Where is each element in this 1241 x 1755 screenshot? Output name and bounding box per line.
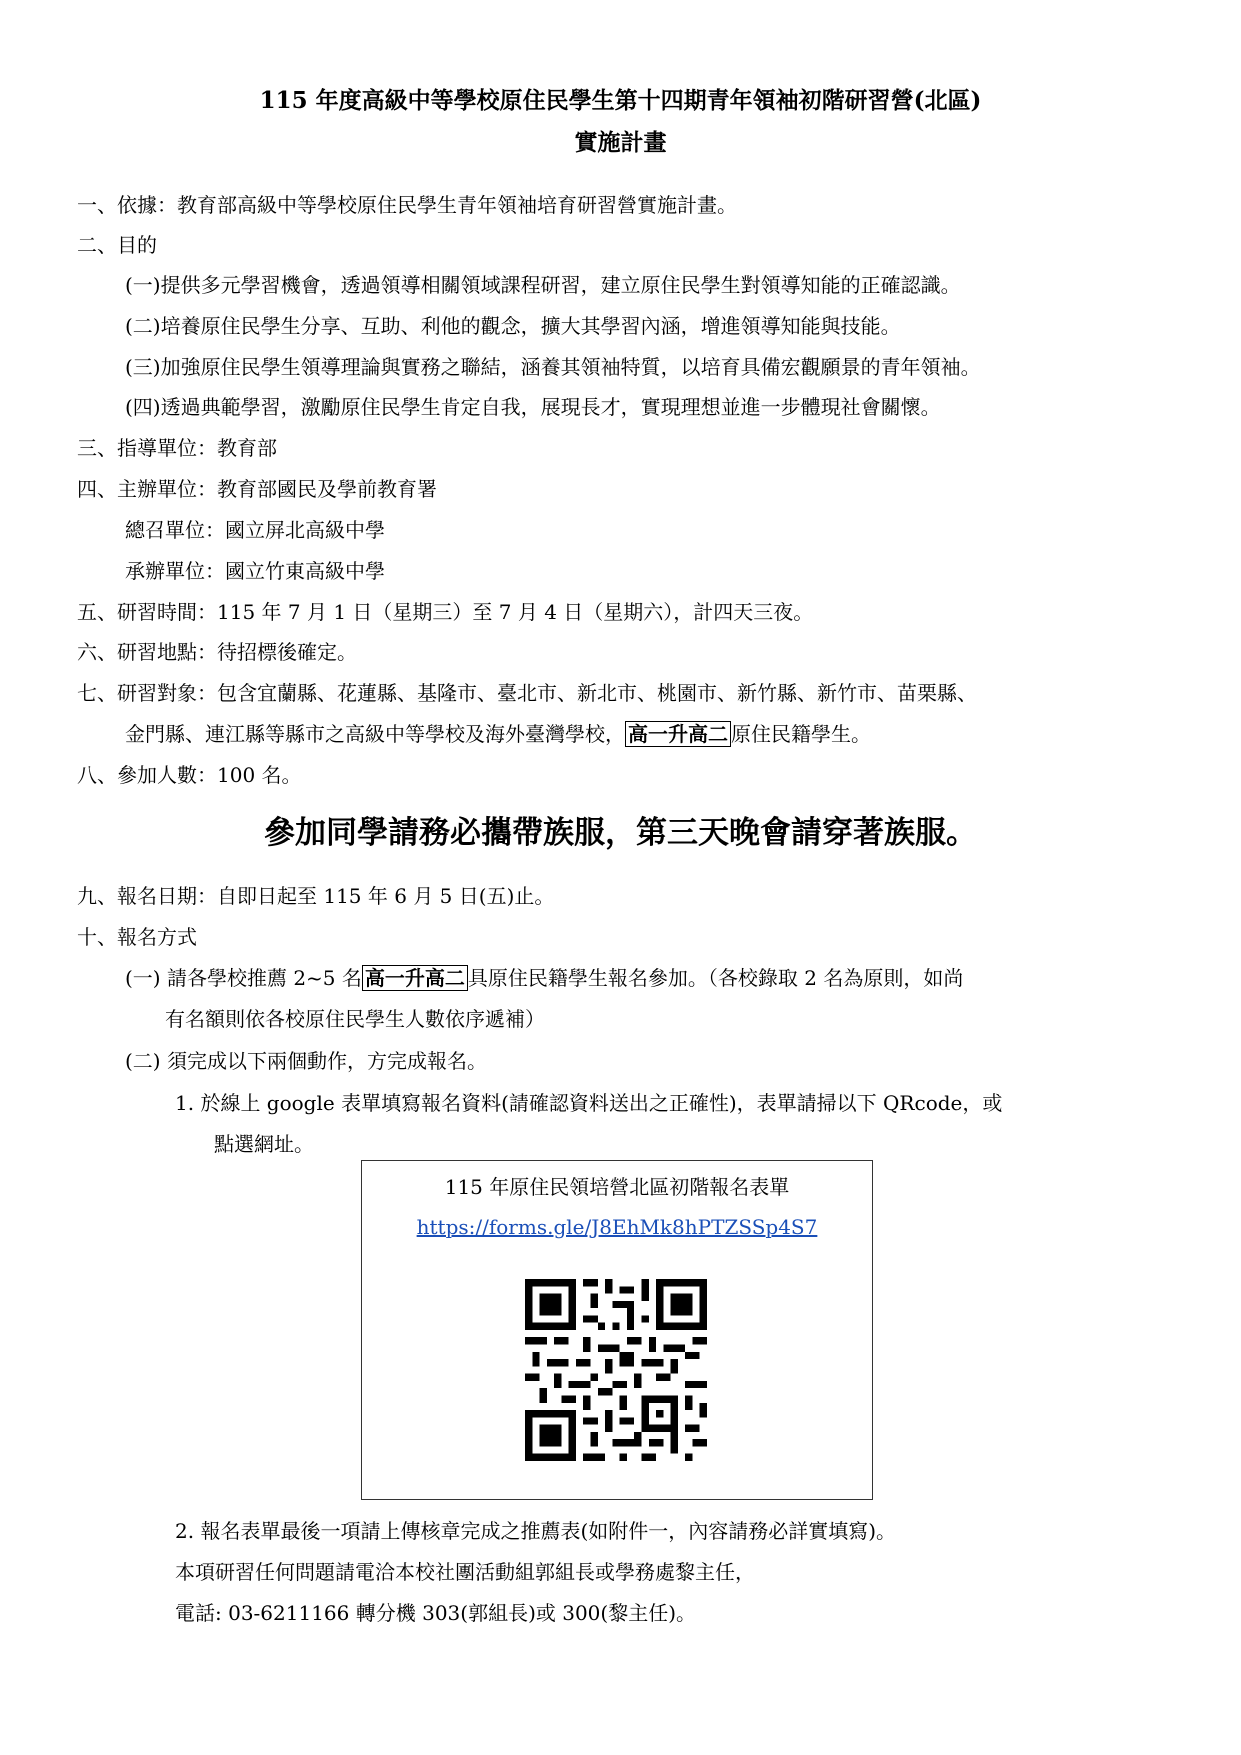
section-participants: 八、參加人數：100 名。 xyxy=(77,763,302,787)
section-target-continued xyxy=(125,719,871,749)
section-registration-date: 九、報名日期：自即日起至 115 年 6 月 5 日(五)止。 xyxy=(77,884,555,908)
document-subtitle: 實施計畫 xyxy=(574,129,667,156)
purpose-item: (三)加強原住民學生領導理論與實務之聯結，涵養其領袖特質，以培育具備宏觀願景的青年領袖。 xyxy=(125,355,981,379)
section-supervisor: 三、指導單位：教育部 xyxy=(77,436,277,460)
section-location: 六、研習地點：待招標後確定。 xyxy=(77,640,357,664)
section-time: 五、研習時間：115 年 7 月 1 日（星期三）至 7 月 4 日（星期六），計四天三夜。 xyxy=(77,600,814,624)
costume-notice: 參加同學請務必攜帶族服，第三天晚會請穿著族服。 xyxy=(264,815,977,851)
grade-highlight-box: 高一升高二 xyxy=(625,721,731,747)
purpose-item: (二)培養原住民學生分享、互助、利他的觀念，擴大其學習內涵，增進領導知能與技能。 xyxy=(125,314,901,338)
convener-unit: 總召單位：國立屏北高級中學 xyxy=(125,518,385,542)
section-purpose-heading: 二、目的 xyxy=(77,233,157,257)
purpose-item: (四)透過典範學習，激勵原住民學生肯定自我，展現長才，實現理想並進一步體現社會關懷。 xyxy=(125,395,941,419)
qr-code-icon[interactable] xyxy=(525,1279,707,1461)
step-1-continued: 點選網址。 xyxy=(214,1132,314,1156)
step-2: 2. 報名表單最後一項請上傳核章完成之推薦表(如附件一，內容請務必詳實填寫)。 xyxy=(175,1519,897,1543)
section-host: 四、主辦單位：教育部國民及學前教育署 xyxy=(77,477,437,501)
grade-highlight-box: 高一升高二 xyxy=(362,965,468,991)
contact-info: 本項研習任何問題請電洽本校社團活動組郭組長或學務處黎主任， xyxy=(175,1560,755,1584)
method-item-1-continued: 有名額則依各校原住民學生人數依序遞補） xyxy=(165,1007,545,1031)
form-url-link[interactable]: https://forms.gle/J8EhMk8hPTZSSp4S7 xyxy=(416,1215,818,1239)
form-title: 115 年原住民領培營北區初階報名表單 xyxy=(444,1175,790,1199)
target-text: 金門縣、連江縣等縣市之高級中等學校及海外臺灣學校， xyxy=(125,722,625,746)
target-text-end: 原住民籍學生。 xyxy=(731,722,871,746)
section-registration-method: 十、報名方式 xyxy=(77,925,197,949)
purpose-item: (一)提供多元學習機會，透過領導相關領域課程研習，建立原住民學生對領導知能的正確認識。 xyxy=(125,273,961,297)
section-target: 七、研習對象：包含宜蘭縣、花蓮縣、基隆市、臺北市、新北市、桃園市、新竹縣、新竹市、苗栗縣、 xyxy=(77,681,977,705)
contact-phone: 電話: 03-6211166 轉分機 303(郭組長)或 300(黎主任)。 xyxy=(175,1601,697,1625)
method-item-2: (二) 須完成以下兩個動作，方完成報名。 xyxy=(125,1049,487,1073)
registration-form-box xyxy=(361,1160,873,1500)
section-basis: 一、依據：教育部高級中等學校原住民學生青年領袖培育研習營實施計畫。 xyxy=(77,193,737,217)
method-item-1 xyxy=(125,963,963,993)
method-text-end: 具原住民籍學生報名參加。（各校錄取 2 名為原則，如尚 xyxy=(467,966,964,990)
step-1: 1. 於線上 google 表單填寫報名資料(請確認資料送出之正確性)，表單請掃以下 QRcode，或 xyxy=(175,1091,1003,1115)
method-text: (一) 請各學校推薦 2~5 名 xyxy=(125,966,362,990)
organizer-unit: 承辦單位：國立竹東高級中學 xyxy=(125,559,385,583)
document-title: 115 年度高級中等學校原住民學生第十四期青年領袖初階研習營(北區) xyxy=(259,87,982,114)
